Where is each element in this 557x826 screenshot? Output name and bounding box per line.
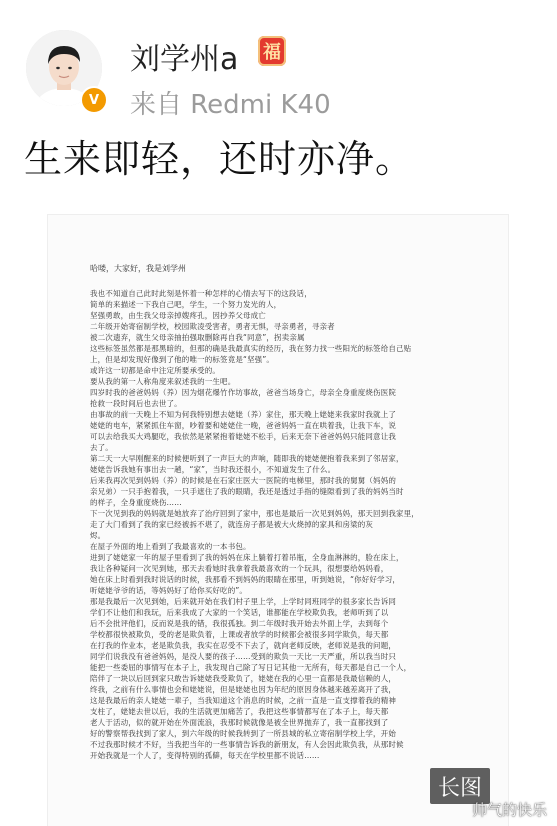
document-line: 亲兄弟）一只手抱着我，一只手遮住了我的眼睛，我还是透过手指的缝隙看到了我的妈妈当时 xyxy=(90,487,404,496)
long-image-document[interactable] xyxy=(48,215,508,826)
document-line: 终我，之前有什么事情也会和姥姥说，但是姥姥也因为年纪的原因身体越来越差离开了我， xyxy=(90,685,396,694)
document-content xyxy=(90,263,470,761)
username[interactable]: 刘学州a xyxy=(130,42,239,77)
document-line: 学校都很快被欺负，受的老是欺负着，上课或者放学的时候都会被很多同学欺负，每天都 xyxy=(90,630,389,639)
document-line: 支柱了，姥姥去世以后，我的生活就更加痛苦了，我把这些事情都写在了本子上，每天都 xyxy=(90,707,389,716)
document-line: 二年级开始寄宿制学校，校园欺凌受害者，勇者无惧，寻亲勇者，寻亲者 xyxy=(90,322,335,331)
document-line: 开始我就是一个人了，变得特别的孤僻，每天在学校里都不说话…… xyxy=(90,751,320,760)
document-line: 学们不让他们和我玩，后来我成了大家的一个笑话，谁都能在学校欺负我，老师听到了以 xyxy=(90,608,389,617)
document-line: 走了大门看到了我的家已经被拆不堪了，就连房子都是被大火烧掉的家具和房梁的灰 xyxy=(90,520,374,529)
document-line: 能把一些委屈的事情写在本子上，我发现自己除了写日记其他一无所有，每天都是自己一个人， xyxy=(90,663,412,672)
document-line: 后来我再次见到妈妈（养）的时候是在石家庄医大一医院的电梯里，那时我的舅舅（妈妈的 xyxy=(90,476,396,485)
document-line: 后不会批评他们，反而说是我的错，我很孤独。到二年级时我开始去外面上学，去到每个 xyxy=(90,619,389,628)
verified-badge-text: V xyxy=(88,92,100,108)
document-line: 简单的来描述一下我自己吧，学生，一个努力发光的人， xyxy=(90,300,282,309)
document-line: 老人于活动，似的就开始在外面流浪，我那时候就像是被全世界抛弃了，我一直都找到了 xyxy=(90,718,389,727)
document-line: 不过我那时候才不好，当我把当年的一些事情告诉我的新朋友，有人会因此欺负我，从那时候 xyxy=(90,740,404,749)
document-line: 可以去给我买大鸡腿吃，我依然是紧紧抱着姥姥不松手，后来无奈下爸爸妈妈只能同意让我 xyxy=(90,432,396,441)
document-line: 姥姥的电车，紧紧抓住车窗，吵着要和姥姥住一晚，爸爸妈妈一直在哄着我，让我下车，说 xyxy=(90,421,396,430)
document-line: 坚强勇敢，由生我父母亲掉嫂疼孔，因抄养父母成亡 xyxy=(90,311,266,320)
document-line: 在屋子外面的地上看到了我最喜欢的一本书包。 xyxy=(90,542,251,551)
document-line: 那是我最后一次见到她，后来就开始在我们村子里上学，上学时同班同学的很多家长告诉同 xyxy=(90,597,396,606)
document-line: 被二次遗弃，就生父母亲抽拍强取删除再自我“同意”，拐卖亲属 xyxy=(90,333,305,342)
document-lines xyxy=(90,288,470,761)
post-header xyxy=(0,0,557,120)
post-source: 来自 Redmi K40 xyxy=(130,90,331,120)
document-line: 陪伴了一块以后回到家只敢告诉姥姥我受欺负了，姥姥在我的心里一直都是我最信赖的人， xyxy=(90,674,396,683)
document-line: 烬。 xyxy=(90,531,106,540)
document-line: 在打我的作业本，老是欺负我，我实在忍受不下去了，就向老师反映，老师说是我的问题， xyxy=(90,641,396,650)
fu-badge-icon: 福 xyxy=(258,36,286,66)
document-line: 这些标签虽然都是那黑暗的，但那的确是我最真实的经历，我在努力找一些阳光的标签给自己贴 xyxy=(90,344,412,353)
document-line: 上，但是却发现好像到了他的唯一的标签竟是“坚强”。 xyxy=(90,355,275,364)
document-line: 我让各种疑问一次见到她，那天去看她时我拿着我最喜欢的一个玩具，很想要给妈妈看， xyxy=(90,564,389,573)
document-line: 第二天一大早刚醒来的时候便听到了一声巨大的声响，随即我的姥姥便抱着我来到了邻居家， xyxy=(90,454,404,463)
long-image-label[interactable]: 长图 xyxy=(430,768,490,804)
document-line: 她在床上时看到我时说话的时候，我那看不到妈妈的眼睛在那里，听到她说，“你好好学习， xyxy=(90,575,401,584)
post-text: 生来即轻，还时亦净。 xyxy=(24,137,415,181)
watermark: 帅气的快乐 xyxy=(471,801,547,819)
document-line: 要从我的第一人称角度来叙述我的一生吧。 xyxy=(90,377,236,386)
document-line: 或许这一切都是命中注定所要承受的。 xyxy=(90,366,221,375)
verified-badge-icon xyxy=(80,86,108,114)
document-line: 的样子，全身重度烧伤…… xyxy=(90,498,182,507)
document-line: 听姥姥爷爷的话，等妈妈好了给你买好吃的”。 xyxy=(90,586,248,595)
document-line: 抢救一段时间后也去世了。 xyxy=(90,399,182,408)
document-line: 好的警察帮我找到了家人，到六年级的时候我转到了一所县城的私立寄宿制学校上学，开始 xyxy=(90,729,396,738)
document-line: 去了。 xyxy=(90,443,113,452)
document-greeting: 哈喽，大家好，我是刘学州 xyxy=(90,264,186,273)
document-line: 我也不知道自己此时此刻是怀着一种怎样的心情去写下的这段话， xyxy=(90,289,312,298)
document-line: 这是我最后的亲人姥姥一辈子，当我知道这个消息的时候，之前一直是一直支撑着我的精神 xyxy=(90,696,396,705)
document-line: 四岁时我的爸爸妈妈（养）因为烟花爆竹作坊事故，爸爸当场身亡，母亲全身重度烧伤医院 xyxy=(90,388,396,397)
document-line: 由事故的前一天晚上不知为何我特别想去姥姥（养）家住，那天晚上姥姥来我家时我就上了 xyxy=(90,410,396,419)
document-line: 下一次见到我的妈妈就是她放弃了治疗回到了家中，那也是最后一次见到妈妈，那天回到我家里， xyxy=(90,509,419,518)
document-line: 进到了姥姥家一年的屋子里看到了我的妈妈在床上躺着打着吊瓶，全身血淋淋的，脸在床上， xyxy=(90,553,404,562)
document-line: 姥姥告诉我她有事出去一趟，“家”，当时我还很小，不知道发生了什么。 xyxy=(90,465,336,474)
document-line: 同学们说我没有爸爸妈妈，是没人要的孩子……受到的欺负一天比一天严重，所以我当时只 xyxy=(90,652,396,661)
